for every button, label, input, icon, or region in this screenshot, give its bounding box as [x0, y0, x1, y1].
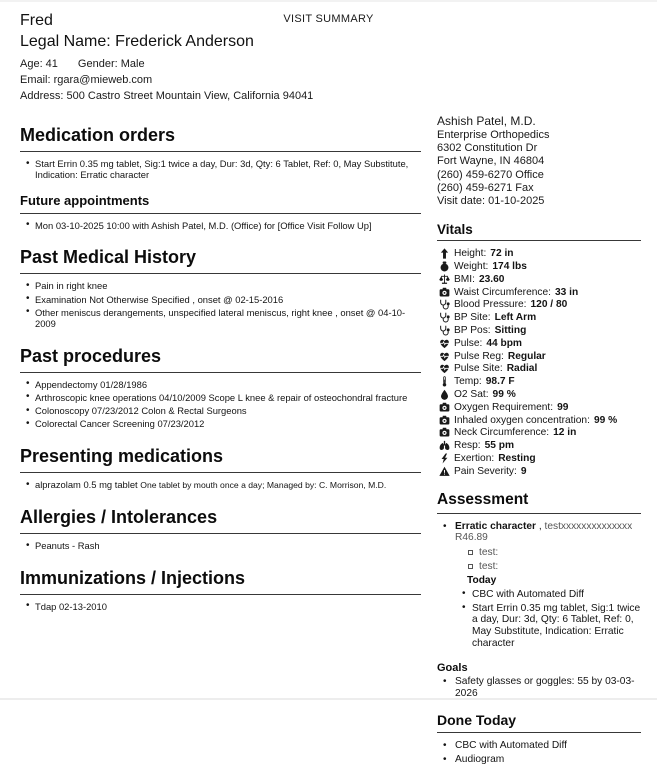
presenting-medications-list	[20, 480, 421, 491]
vital-value: 120 / 80	[530, 299, 568, 311]
document-title: VISIT SUMMARY	[283, 13, 374, 25]
provider-address-line2: Fort Wayne, IN 46804	[437, 155, 545, 168]
patient-legal-name: Legal Name: Frederick Anderson	[20, 33, 254, 50]
vital-value: Resting	[498, 452, 536, 464]
vital-label: Height:	[454, 248, 487, 260]
vital-value: Sitting	[494, 325, 527, 336]
section-title-vitals: Vitals	[437, 222, 641, 241]
sub-item: test:	[455, 561, 641, 573]
visit-date: Visit date: 01-10-2025	[437, 195, 545, 208]
medical-device-icon	[439, 415, 450, 426]
diagnosis-separator: ,	[535, 520, 545, 532]
provider-name: Ashish Patel, M.D.	[437, 114, 536, 128]
vital-label: Weight:	[454, 261, 489, 273]
today-list	[455, 589, 641, 649]
vital-row	[439, 466, 641, 477]
vital-label: Inhaled oxygen concentration:	[454, 414, 590, 426]
stethoscope-icon	[439, 299, 450, 310]
list-item: • Examination Not Otherwise Specified , onset @ 02-15-2016	[20, 295, 421, 306]
droplet-icon	[439, 389, 450, 400]
stethoscope-icon	[439, 312, 450, 323]
bolt-icon	[439, 453, 450, 464]
list-item: • Mon 03-10-2025 10:00 with Ashish Patel, M.D. (Office) for [Office Visit Follow Up]	[20, 221, 421, 232]
vital-label: Oxygen Requirement:	[454, 401, 554, 413]
provider-address-line1: 6302 Constitution Dr	[437, 142, 538, 155]
past-procedures-list	[20, 380, 421, 431]
vital-value: 72 in	[490, 248, 514, 260]
vital-value: 44 bpm	[486, 337, 522, 349]
section-title-future-appointments: Future appointments	[20, 193, 421, 214]
medication-detail: One tablet by mouth once a day; Managed by: C. Morrison, M.D.	[140, 480, 387, 491]
list-item: • CBC with Automated Diff	[437, 740, 641, 752]
right-column	[437, 104, 641, 769]
vital-row	[439, 274, 641, 285]
patient-first-name: Fred	[20, 12, 53, 29]
list-item: • Pain in right knee	[20, 281, 421, 292]
warning-icon	[439, 466, 450, 477]
vital-value: 174 lbs	[492, 261, 527, 273]
provider-phone-fax: (260) 459-6271 Fax	[437, 181, 534, 194]
vital-row	[439, 376, 641, 387]
list-item: • Start Errin 0.35 mg tablet, Sig:1 twice a day, Dur: 3d, Qty: 6 Tablet, Ref: 0, May Substitute, Indication: Erratic character	[20, 159, 421, 181]
vital-label: Pulse:	[454, 337, 483, 349]
provider-phone-office: (260) 459-6270 Office	[437, 168, 544, 181]
vital-row	[439, 312, 641, 323]
today-label: Today	[467, 575, 497, 587]
past-medical-history-list	[20, 281, 421, 329]
vital-label: BP Site:	[454, 312, 491, 324]
assessment-list	[437, 521, 641, 649]
list-item: • Other meniscus derangements, unspecified lateral meniscus, right knee , onset @ 04-10-2009	[20, 308, 421, 330]
vital-row	[439, 363, 641, 374]
vital-label: Temp:	[454, 376, 482, 388]
section-title-goals: Goals	[437, 662, 468, 675]
lungs-icon	[439, 440, 450, 451]
assessment-sublist	[455, 547, 641, 573]
vital-value: 12 in	[553, 427, 577, 439]
sub-item: test:	[455, 547, 641, 559]
medication-name: alprazolam 0.5 mg tablet	[35, 479, 138, 491]
arrow-up-icon	[439, 248, 450, 259]
section-title-past-procedures: Past procedures	[20, 346, 421, 373]
medication-orders-list	[20, 159, 421, 181]
vital-value: 99 %	[593, 414, 618, 426]
vitals-list	[437, 248, 641, 477]
section-title-allergies: Allergies / Intolerances	[20, 507, 421, 534]
vital-label: Waist Circumference:	[454, 286, 551, 298]
list-item	[20, 480, 421, 491]
provider-organization: Enterprise Orthopedics	[437, 129, 550, 141]
vital-row	[439, 261, 641, 272]
list-item: • CBC with Automated Diff	[455, 589, 641, 601]
patient-age-gender	[20, 56, 641, 72]
section-title-done-today: Done Today	[437, 712, 641, 733]
vital-row	[439, 325, 641, 336]
content-columns	[20, 104, 641, 769]
section-title-past-medical-history: Past Medical History	[20, 247, 421, 274]
list-item: • Arthroscopic knee operations 04/10/2009 Scope L knee & repair of osteochondral fracture	[20, 393, 421, 404]
diagnosis-code: R46.89	[455, 532, 488, 544]
patient-age: Age: 41	[20, 58, 58, 70]
provider-block	[437, 114, 641, 208]
vital-label: Resp:	[454, 440, 481, 452]
diagnosis-detail: testxxxxxxxxxxxxxx	[544, 520, 633, 532]
vital-label: BP Pos:	[454, 325, 491, 336]
stethoscope-icon	[439, 325, 450, 336]
diagnosis-name: Erratic character	[455, 520, 536, 532]
vital-row	[439, 287, 641, 298]
section-title-assessment: Assessment	[437, 491, 641, 514]
vital-label: BMI:	[454, 273, 475, 285]
list-item: • Peanuts - Rash	[20, 541, 421, 552]
vital-value: Left Arm	[494, 312, 537, 324]
vital-value: Regular	[507, 350, 546, 362]
list-item: • Safety glasses or goggles: 55 by 03-03-2026	[437, 676, 641, 699]
section-title-medication-orders: Medication orders	[20, 125, 421, 152]
vital-row	[439, 389, 641, 400]
vital-value: 98.7 F	[485, 376, 515, 388]
list-item: • Colonoscopy 07/23/2012 Colon & Rectal Surgeons	[20, 406, 421, 417]
vital-row	[439, 427, 641, 438]
heart-pulse-icon	[439, 338, 450, 349]
vital-row	[439, 351, 641, 362]
vital-row	[439, 338, 641, 349]
vital-row	[439, 415, 641, 426]
vital-value: 33 in	[555, 286, 579, 298]
patient-email: Email: rgara@mieweb.com	[20, 74, 153, 86]
future-appointments-list	[20, 221, 421, 232]
vital-value: 55 pm	[484, 440, 515, 452]
heart-pulse-icon	[439, 363, 450, 374]
vital-value: 9	[520, 465, 527, 477]
list-item: • Start Errin 0.35 mg tablet, Sig:1 twice a day, Dur: 3d, Qty: 6 Tablet, Ref: 0, May Substitute, Indication: Erratic character	[455, 603, 641, 649]
section-title-presenting-medications: Presenting medications	[20, 446, 421, 473]
medical-device-icon	[439, 287, 450, 298]
allergies-list	[20, 541, 421, 552]
vital-label: Pulse Reg:	[454, 350, 504, 362]
immunizations-list	[20, 602, 421, 613]
medical-device-icon	[439, 402, 450, 413]
vital-label: O2 Sat:	[454, 388, 489, 400]
thermometer-icon	[439, 376, 450, 387]
list-item: • Tdap 02-13-2010	[20, 602, 421, 613]
vital-label: Neck Circumference:	[454, 427, 550, 439]
weight-icon	[439, 261, 450, 272]
vital-label: Pain Severity:	[454, 465, 517, 477]
vital-row	[439, 440, 641, 451]
list-item: • Audiogram	[437, 754, 641, 766]
done-today-list	[437, 740, 641, 766]
patient-gender: Gender: Male	[77, 58, 145, 70]
list-item: • Colorectal Cancer Screening 07/23/2012	[20, 419, 421, 430]
vital-row	[439, 453, 641, 464]
medical-device-icon	[439, 427, 450, 438]
patient-address: Address: 500 Castro Street Mountain View, California 94041	[20, 90, 314, 102]
vital-value: 23.60	[478, 273, 505, 285]
vital-value: 99	[557, 401, 569, 413]
list-item: • Appendectomy 01/28/1986	[20, 380, 421, 391]
vital-row	[439, 402, 641, 413]
vital-value: 99 %	[492, 388, 516, 400]
vital-row	[439, 299, 641, 310]
heart-pulse-icon	[439, 351, 450, 362]
left-column	[20, 104, 421, 615]
balance-scale-icon	[439, 274, 450, 285]
vital-label: Blood Pressure:	[454, 299, 527, 311]
vital-label: Exertion:	[454, 452, 495, 464]
goals-list	[437, 676, 641, 699]
vital-value: Radial	[506, 363, 538, 375]
section-title-immunizations: Immunizations / Injections	[20, 568, 421, 595]
vital-row	[439, 248, 641, 259]
vital-label: Pulse Site:	[454, 363, 503, 375]
assessment-item	[437, 521, 641, 649]
